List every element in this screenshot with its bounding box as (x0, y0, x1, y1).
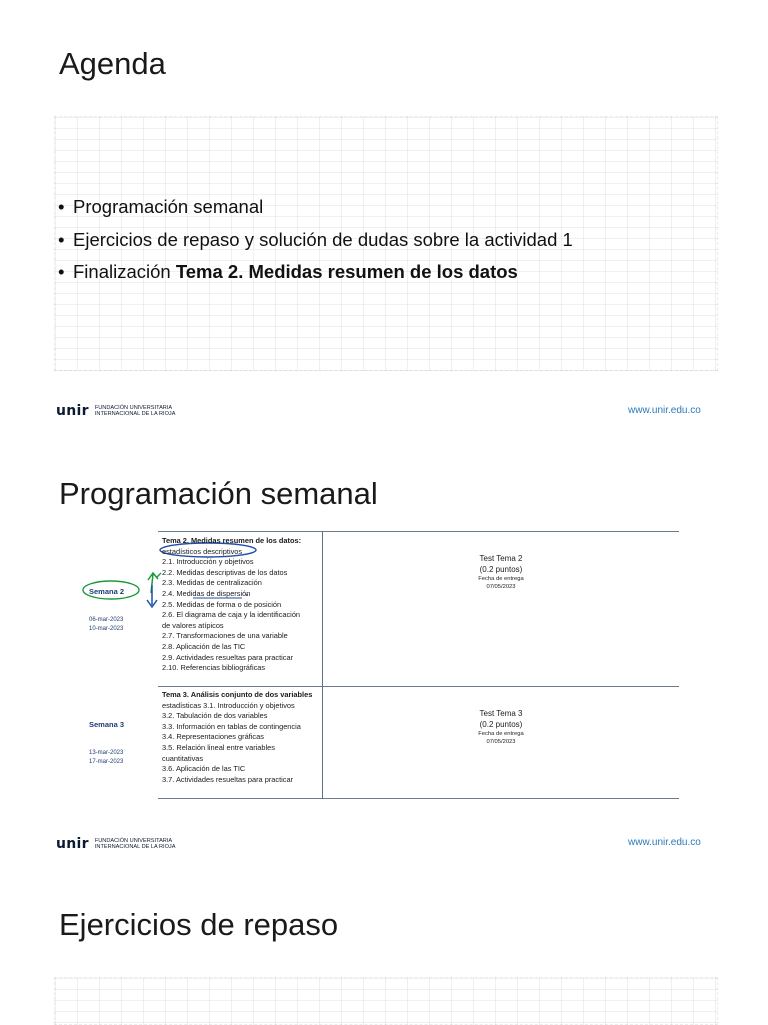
test-title: Test Tema 2 (479, 554, 523, 563)
week-date-end: 17-mar-2023 (89, 759, 124, 765)
unir-logo (56, 836, 175, 852)
test-title: Test Tema 3 (479, 709, 523, 718)
topic-line: 2.7. Transformaciones de una variable (162, 631, 288, 641)
logo-subtitle-line: FUNDACIÓN UNIVERSITARIA (94, 837, 173, 844)
table-rule (158, 686, 679, 687)
slide-title-agenda: Agenda (59, 46, 166, 81)
topic-line: 2.1. Introducción y objetivos (162, 557, 254, 567)
agenda-item-bold: Tema 2. Medidas resumen de los datos (175, 261, 518, 282)
agenda-item-text: Programación semanal (73, 196, 264, 217)
content-grid-area (54, 977, 718, 1025)
due-label: Fecha de entrega (478, 576, 524, 582)
topic-line: 3.2. Tabulación de dos variables (162, 711, 268, 721)
footer-url-link[interactable]: www.unir.edu.co (628, 405, 701, 416)
topic-line: Tema 3. Análisis conjunto de dos variables (162, 690, 313, 699)
due-date: 07/05/2023 (486, 584, 516, 590)
slide-title-ejercicios: Ejercicios de repaso (59, 907, 339, 942)
topic-line: 2.9. Actividades resueltas para practicar (162, 652, 294, 662)
table-rule (158, 531, 679, 532)
week-circle-mark (83, 581, 139, 599)
bullet-icon: • (58, 228, 65, 250)
week-topics-cell (162, 690, 320, 785)
logo-subtitle-line: INTERNACIONAL DE LA RIOJA (94, 844, 176, 850)
test-points: (0.2 puntos) (479, 720, 523, 729)
topic-line: 2.5. Medidas de forma o de posición (162, 599, 282, 609)
topic-line: 2.8. Aplicación de las TIC (162, 641, 246, 651)
topic-line: Tema 2. Medidas resumen de los datos: (162, 536, 302, 545)
footer-url-link[interactable]: www.unir.edu.co (628, 837, 701, 848)
up-arrow-mark (148, 573, 158, 593)
table-rule (158, 798, 679, 799)
week-date-start: 13-mar-2023 (89, 750, 124, 756)
topic-line: 3.6. Aplicación de las TIC (162, 764, 246, 774)
due-label: Fecha de entrega (478, 731, 524, 737)
due-date: 07/05/2023 (486, 739, 516, 745)
topic-line: cuantitativas (162, 753, 204, 763)
agenda-item-text: Finalización (73, 261, 176, 282)
bullet-icon: • (58, 196, 65, 217)
topic-line: estadísticos descriptivos (162, 546, 243, 556)
logo-wordmark: unir (56, 836, 89, 852)
week-date-end: 10-mar-2023 (89, 626, 124, 632)
topic-line: 2.3. Medidas de centralización (162, 578, 262, 588)
logo-subtitle-line: FUNDACIÓN UNIVERSITARIA (94, 404, 173, 411)
agenda-item-text: Ejercicios de repaso y solución de dudas sobre la actividad 1 (73, 228, 573, 250)
topic-line: 3.4. Representaciones gráficas (162, 732, 264, 742)
week-topics-cell (162, 536, 320, 674)
week-test-cell (326, 553, 676, 591)
topic-line: 3.7. Actividades resueltas para practicar (162, 774, 294, 784)
topic-line: 3.5. Relación lineal entre variables (162, 742, 275, 752)
topic-line: de valores atípicos (162, 620, 224, 630)
topic-line: 2.6. El diagrama de caja y la identificación (162, 610, 301, 620)
week-test-cell (326, 708, 676, 746)
logo-subtitle-line: INTERNACIONAL DE LA RIOJA (94, 411, 176, 417)
topic-line: 2.2. Medidas descriptivas de los datos (162, 567, 288, 577)
week-date-start: 06-mar-2023 (89, 617, 124, 623)
topic-line: estadísticas 3.1. Introducción y objetivos (162, 700, 295, 710)
test-points: (0.2 puntos) (479, 565, 523, 574)
schedule-table (158, 531, 679, 799)
slide-title-programacion: Programación semanal (59, 476, 378, 511)
week-label: Semana 3 (89, 720, 125, 729)
logo-subtitle (95, 838, 176, 851)
week-label: Semana 2 (89, 587, 125, 596)
bullet-icon: • (58, 261, 65, 282)
logo-wordmark: unir (56, 403, 89, 419)
topic-line: 2.10. Referencias bibliográficas (162, 663, 266, 673)
topic-line: 2.4. Medidas de dispersión (162, 588, 251, 598)
table-column-divider (322, 531, 323, 799)
topic-line: 3.3. Información en tablas de contingencia (162, 721, 301, 731)
down-arrow-mark (147, 585, 157, 607)
